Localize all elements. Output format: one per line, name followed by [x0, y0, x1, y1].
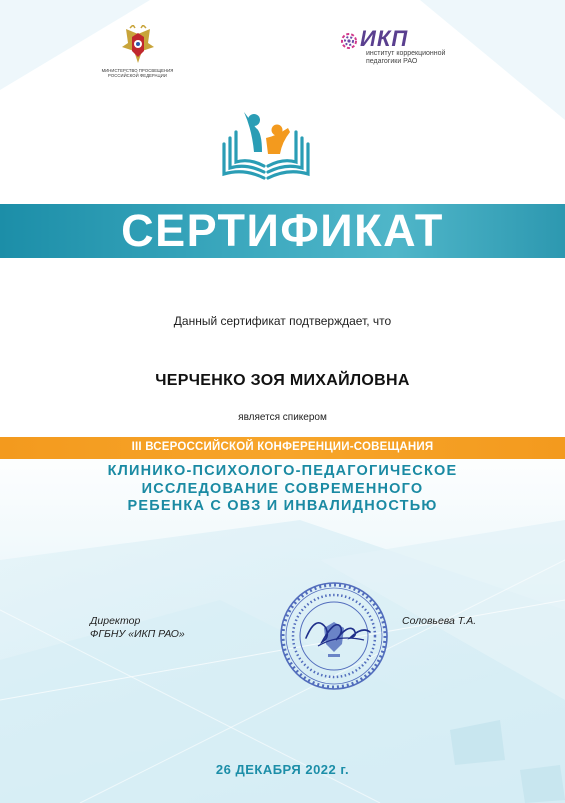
event-band: [0, 437, 565, 459]
round-seal-stamp-icon: [278, 580, 390, 697]
confirmation-text: Данный сертификат подтверждает, что: [173, 314, 392, 328]
certificate-title: СЕРТИФИКАТ: [121, 205, 444, 256]
conference-title-line: РЕБЕНКА С ОВЗ И ИНВАЛИДНОСТЬЮ: [127, 498, 438, 514]
role-text: является спикером: [238, 412, 327, 423]
ministry-caption: МИНИСТЕРСТВО ПРОСВЕЩЕНИЯ РОССИЙСКОЙ ФЕДЕРАЦИИ: [101, 68, 174, 78]
certificate-date: 26 ДЕКАБРЯ 2022 г.: [215, 762, 350, 777]
conference-title: [0, 463, 565, 516]
ikp-logo: [338, 28, 448, 78]
ikp-abbr: ИКП: [360, 26, 409, 51]
open-book-with-figures-icon: [218, 108, 314, 191]
conference-title-line: КЛИНИКО-ПСИХОЛОГО-ПЕДАГОГИЧЕСКОЕ: [107, 463, 458, 479]
coat-of-arms-icon: [120, 25, 156, 65]
event-line: III ВСЕРОССИЙСКОЙ КОНФЕРЕНЦИИ-СОВЕЩАНИЯ: [131, 441, 434, 453]
signer-position-line: Директор: [90, 615, 141, 627]
signer-position: [90, 615, 185, 641]
signer-position-line: ФГБНУ «ИКП РАО»: [90, 628, 185, 640]
conference-title-line: ИССЛЕДОВАНИЕ СОВРЕМЕННОГО: [141, 480, 424, 497]
ministry-logo: [100, 25, 175, 78]
signer-name: Соловьева Т.А.: [402, 615, 477, 627]
recipient-name: ЧЕРЧЕНКО ЗОЯ МИХАЙЛОВНА: [155, 372, 410, 389]
ikp-caption: институт коррекционной педагогики РАО: [366, 50, 446, 65]
title-banner: [0, 204, 565, 258]
ikp-flower-icon: [338, 30, 360, 52]
